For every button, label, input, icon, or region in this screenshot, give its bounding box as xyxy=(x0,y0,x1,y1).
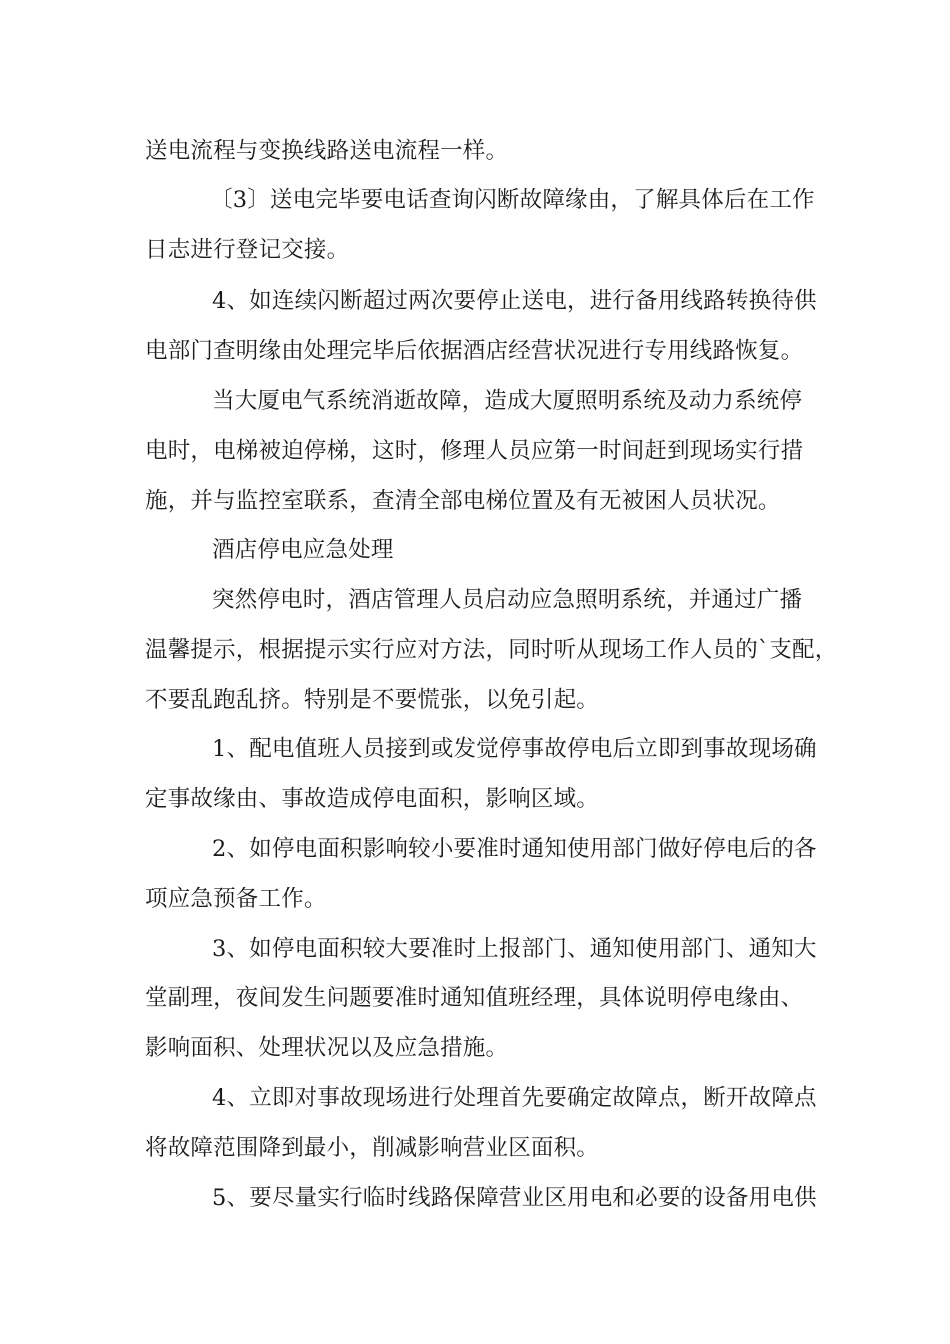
text-line: 电时，电梯被迫停梯，这时，修理人员应第一时间赶到现场实行措 xyxy=(145,438,804,464)
text-line: 影响面积、处理状况以及应急措施。 xyxy=(145,1035,509,1061)
text-line: 项应急预备工作。 xyxy=(145,886,327,912)
text-line: 送电流程与变换线路送电流程一样。 xyxy=(145,138,509,164)
text-line: 5、要尽量实行临时线路保障营业区用电和必要的设备用电供 xyxy=(212,1185,817,1211)
text-line: 施，并与监控室联系，查清全部电梯位置及有无被困人员状况。 xyxy=(145,488,781,514)
text-line: 当大厦电气系统消逝故障，造成大厦照明系统及动力系统停 xyxy=(212,388,803,414)
text-line: 突然停电时，酒店管理人员启动应急照明系统，并通过广播 xyxy=(212,587,803,613)
text-line: 电部门查明缘由处理完毕后依据酒店经营状况进行专用线路恢复。 xyxy=(145,338,804,364)
text-line: 日志进行登记交接。 xyxy=(145,237,350,263)
section-heading: 酒店停电应急处理 xyxy=(212,537,394,563)
text-line: 定事故缘由、事故造成停电面积，影响区域。 xyxy=(145,786,600,812)
text-line: 不要乱跑乱挤。特别是不要慌张，以免引起。 xyxy=(145,687,600,713)
text-line: 1、配电值班人员接到或发觉停事故停电后立即到事故现场确 xyxy=(212,736,817,762)
text-line: 〔3〕送电完毕要电话查询闪断故障缘由，了解具体后在工作 xyxy=(210,187,815,213)
text-line: 堂副理，夜间发生问题要准时通知值班经理，具体说明停电缘由、 xyxy=(145,985,804,1011)
text-line: 4、立即对事故现场进行处理首先要确定故障点，断开故障点 xyxy=(212,1085,817,1111)
text-line: 4、如连续闪断超过两次要停止送电，进行备用线路转换待供 xyxy=(212,288,817,314)
text-line: 温馨提示，根据提示实行应对方法，同时听从现场工作人员的`支配， xyxy=(145,637,838,663)
text-line: 3、如停电面积较大要准时上报部门、通知使用部门、通知大 xyxy=(212,936,817,962)
text-line: 将故障范围降到最小，削减影响营业区面积。 xyxy=(145,1135,600,1161)
text-line: 2、如停电面积影响较小要准时通知使用部门做好停电后的各 xyxy=(212,836,817,862)
